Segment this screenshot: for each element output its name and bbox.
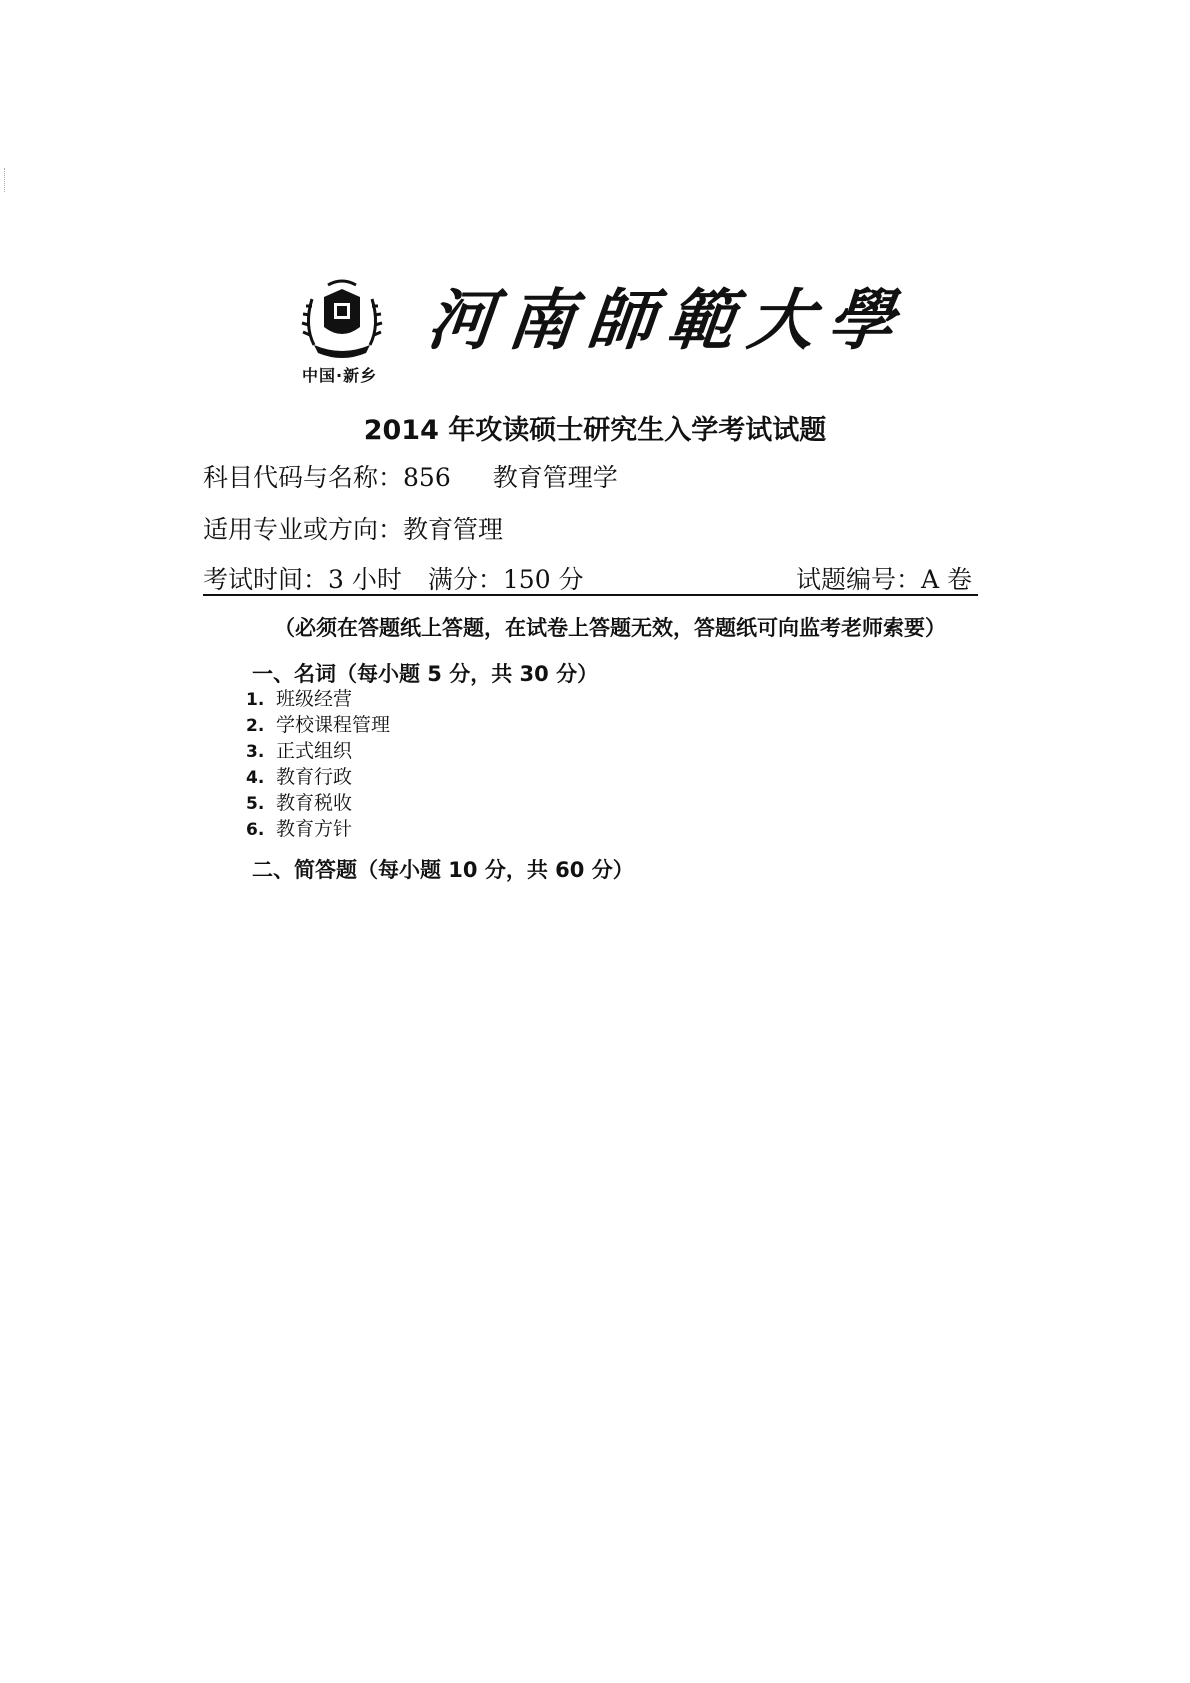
list-item [246, 738, 390, 764]
major-value: 教育管理 [403, 515, 504, 544]
question-text: 班级经营 [276, 688, 353, 710]
scan-artifact [4, 168, 11, 192]
university-emblem-icon [300, 275, 384, 359]
question-number: 6. [246, 820, 265, 840]
list-item [246, 712, 390, 738]
major-label: 适用专业或方向： [203, 515, 404, 544]
subject-name: 教育管理学 [492, 463, 618, 492]
score-label: 满分： [427, 565, 503, 594]
university-header [300, 275, 913, 385]
question-text: 教育行政 [276, 766, 353, 788]
university-name-calligraphy: 河南師範大學 [423, 281, 913, 359]
question-number: 2. [246, 716, 265, 736]
subject-line [203, 458, 618, 494]
question-text: 教育方针 [276, 818, 353, 840]
emblem-caption: 中国·新乡 [302, 366, 378, 385]
section-1-title: 一、名词（每小题 5 分，共 30 分） [252, 662, 599, 686]
question-number: 1. [246, 690, 265, 710]
question-number: 5. [246, 794, 265, 814]
section-2-title: 二、简答题（每小题 10 分，共 60 分） [252, 858, 634, 882]
question-text: 教育税收 [276, 792, 353, 814]
subject-label: 科目代码与名称： [203, 463, 404, 492]
exam-title: 2014 年攻读硕士研究生入学考试试题 [363, 415, 827, 446]
list-item [246, 686, 390, 712]
paper-label: 试题编号： [795, 565, 921, 594]
major-line [203, 510, 503, 546]
subject-code: 856 [403, 463, 451, 492]
time-value: 3 小时 [328, 565, 402, 594]
time-label: 考试时间： [203, 565, 329, 594]
question-number: 3. [246, 742, 265, 762]
question-list [246, 686, 390, 842]
question-text: 正式组织 [276, 740, 353, 762]
answer-notice: （必须在答题纸上答题，在试卷上答题无效，答题纸可向监考老师索要） [274, 616, 946, 640]
question-number: 4. [246, 768, 265, 788]
list-item [246, 816, 390, 842]
score-value: 150 分 [502, 565, 584, 594]
list-item [246, 764, 390, 790]
list-item [246, 790, 390, 816]
question-text: 学校课程管理 [276, 714, 391, 736]
time-score-line [203, 560, 978, 596]
paper-id [796, 560, 972, 596]
paper-value: A 卷 [920, 565, 972, 594]
